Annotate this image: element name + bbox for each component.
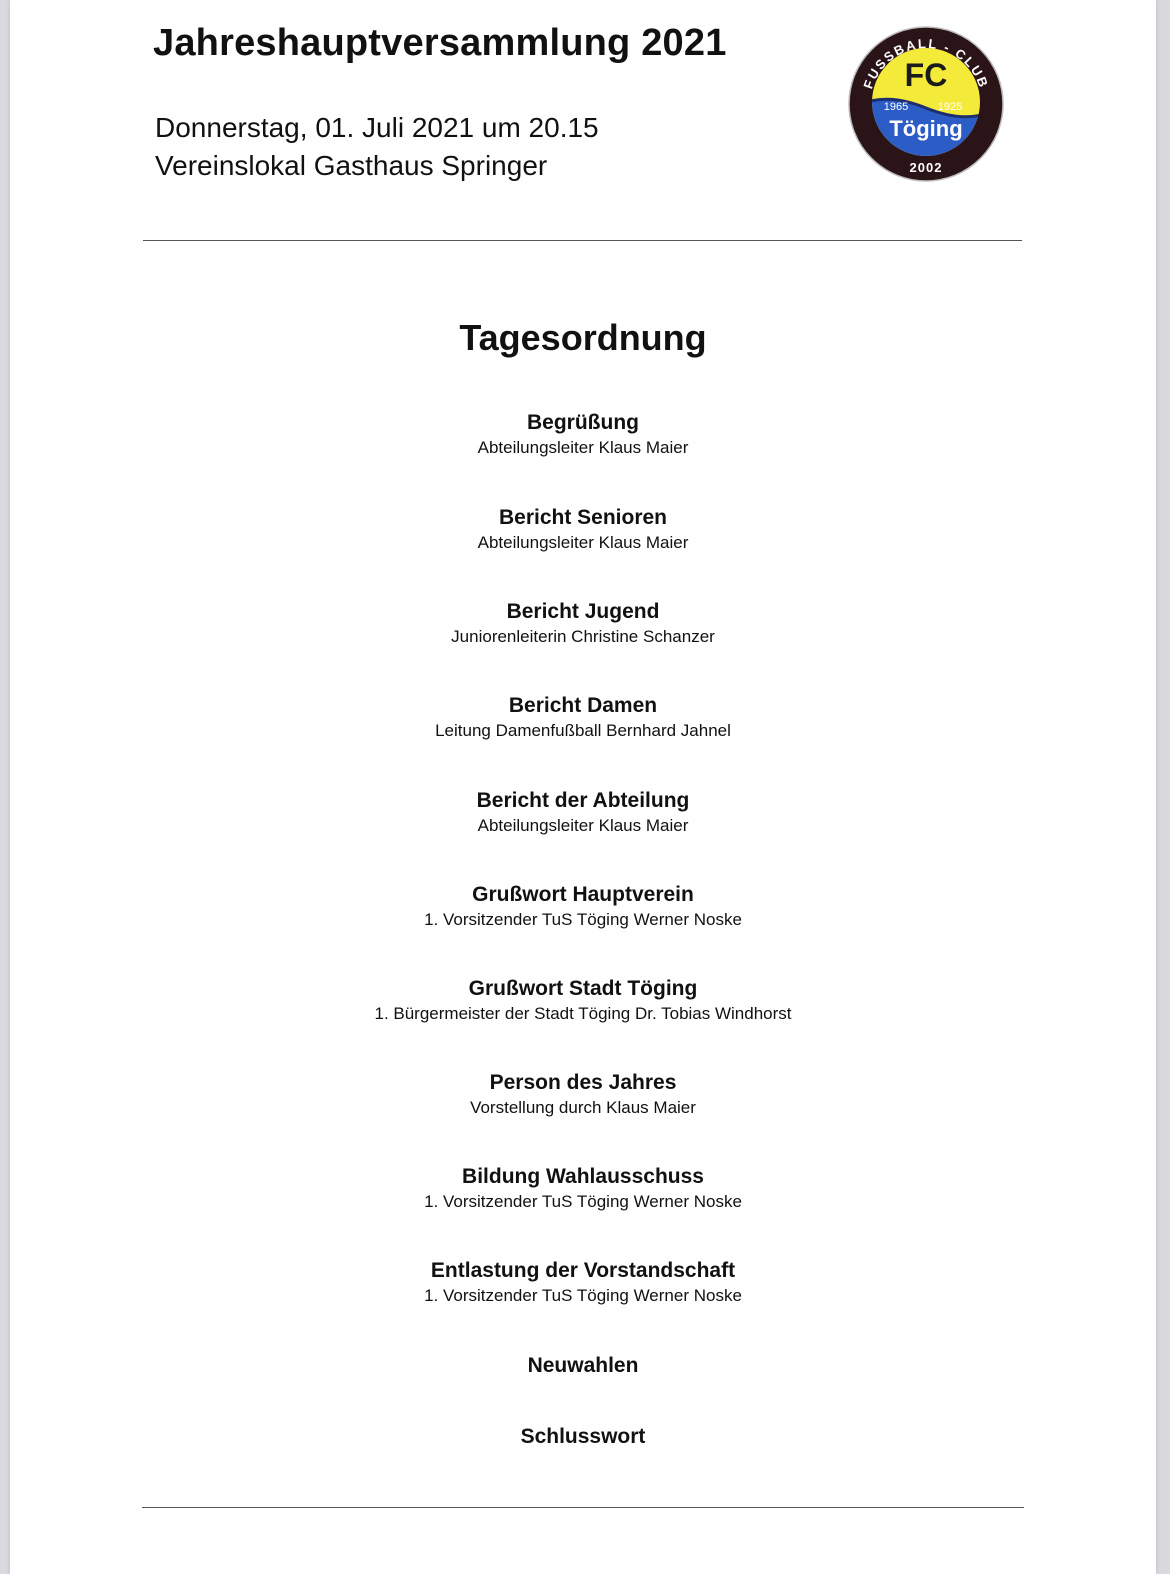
logo-arc-text: FUSSBALL - CLUB (860, 35, 992, 91)
agenda-item (10, 1164, 1156, 1214)
agenda-item-subtitle: Abteilungsleiter Klaus Maier (477, 438, 689, 457)
agenda-item (10, 410, 1156, 460)
agenda-item (10, 882, 1156, 932)
agenda-item-subtitle: 1. Vorsitzender TuS Töging Werner Noske (424, 1286, 742, 1305)
agenda-item-subtitle: Leitung Damenfußball Bernhard Jahnel (435, 721, 731, 740)
agenda-item-subtitle: 1. Bürgermeister der Stadt Töging Dr. Tobias Windhorst (374, 1004, 792, 1023)
agenda-item-subtitle: Abteilungsleiter Klaus Maier (477, 533, 689, 552)
document-title: Jahreshauptversammlung 2021 (153, 22, 727, 64)
agenda-item (10, 505, 1156, 555)
agenda-item (10, 599, 1156, 649)
agenda-item-subtitle: Juniorenleiterin Christine Schanzer (451, 627, 715, 646)
agenda-item-title: Begrüßung (527, 411, 639, 434)
document-page (10, 0, 1156, 1574)
agenda-item (10, 1353, 1156, 1379)
agenda-item-title: Grußwort Hauptverein (472, 883, 694, 906)
agenda-heading: Tagesordnung (459, 317, 707, 358)
header-divider (143, 240, 1022, 241)
agenda-item (10, 693, 1156, 743)
logo-year-left: 1965 (883, 101, 909, 113)
agenda-item-title: Schlusswort (520, 1425, 646, 1448)
location-line: Vereinslokal Gasthaus Springer (155, 150, 548, 181)
agenda-item (10, 1070, 1156, 1120)
logo-city: Töging (889, 116, 963, 141)
agenda-item-title: Neuwahlen (527, 1354, 639, 1377)
logo-initials: FC (904, 57, 948, 93)
agenda-item-subtitle: Vorstellung durch Klaus Maier (470, 1098, 696, 1117)
agenda-item-title: Bericht Damen (508, 694, 658, 717)
agenda-item (10, 976, 1156, 1026)
agenda-item-title: Bericht der Abteilung (476, 789, 690, 812)
agenda-item-subtitle: Abteilungsleiter Klaus Maier (477, 816, 689, 835)
date-line: Donnerstag, 01. Juli 2021 um 20.15 (155, 112, 599, 143)
agenda-item-title: Person des Jahres (489, 1071, 677, 1094)
club-logo (846, 24, 1006, 184)
footer-divider (142, 1507, 1024, 1508)
agenda-item (10, 1424, 1156, 1450)
logo-year-right: 1925 (937, 101, 963, 113)
agenda-item-subtitle: 1. Vorsitzender TuS Töging Werner Noske (424, 1192, 742, 1211)
agenda-item (10, 1258, 1156, 1308)
agenda-item-title: Grußwort Stadt Töging (468, 977, 698, 1000)
agenda-item-title: Bildung Wahlausschuss (462, 1165, 704, 1188)
agenda-item-subtitle: 1. Vorsitzender TuS Töging Werner Noske (424, 910, 742, 929)
agenda-item-title: Bericht Senioren (498, 506, 668, 529)
agenda-item-title: Bericht Jugend (506, 600, 660, 623)
agenda-item (10, 788, 1156, 838)
logo-founded: 2002 (909, 160, 943, 175)
agenda-item-title: Entlastung der Vorstandschaft (430, 1259, 736, 1282)
